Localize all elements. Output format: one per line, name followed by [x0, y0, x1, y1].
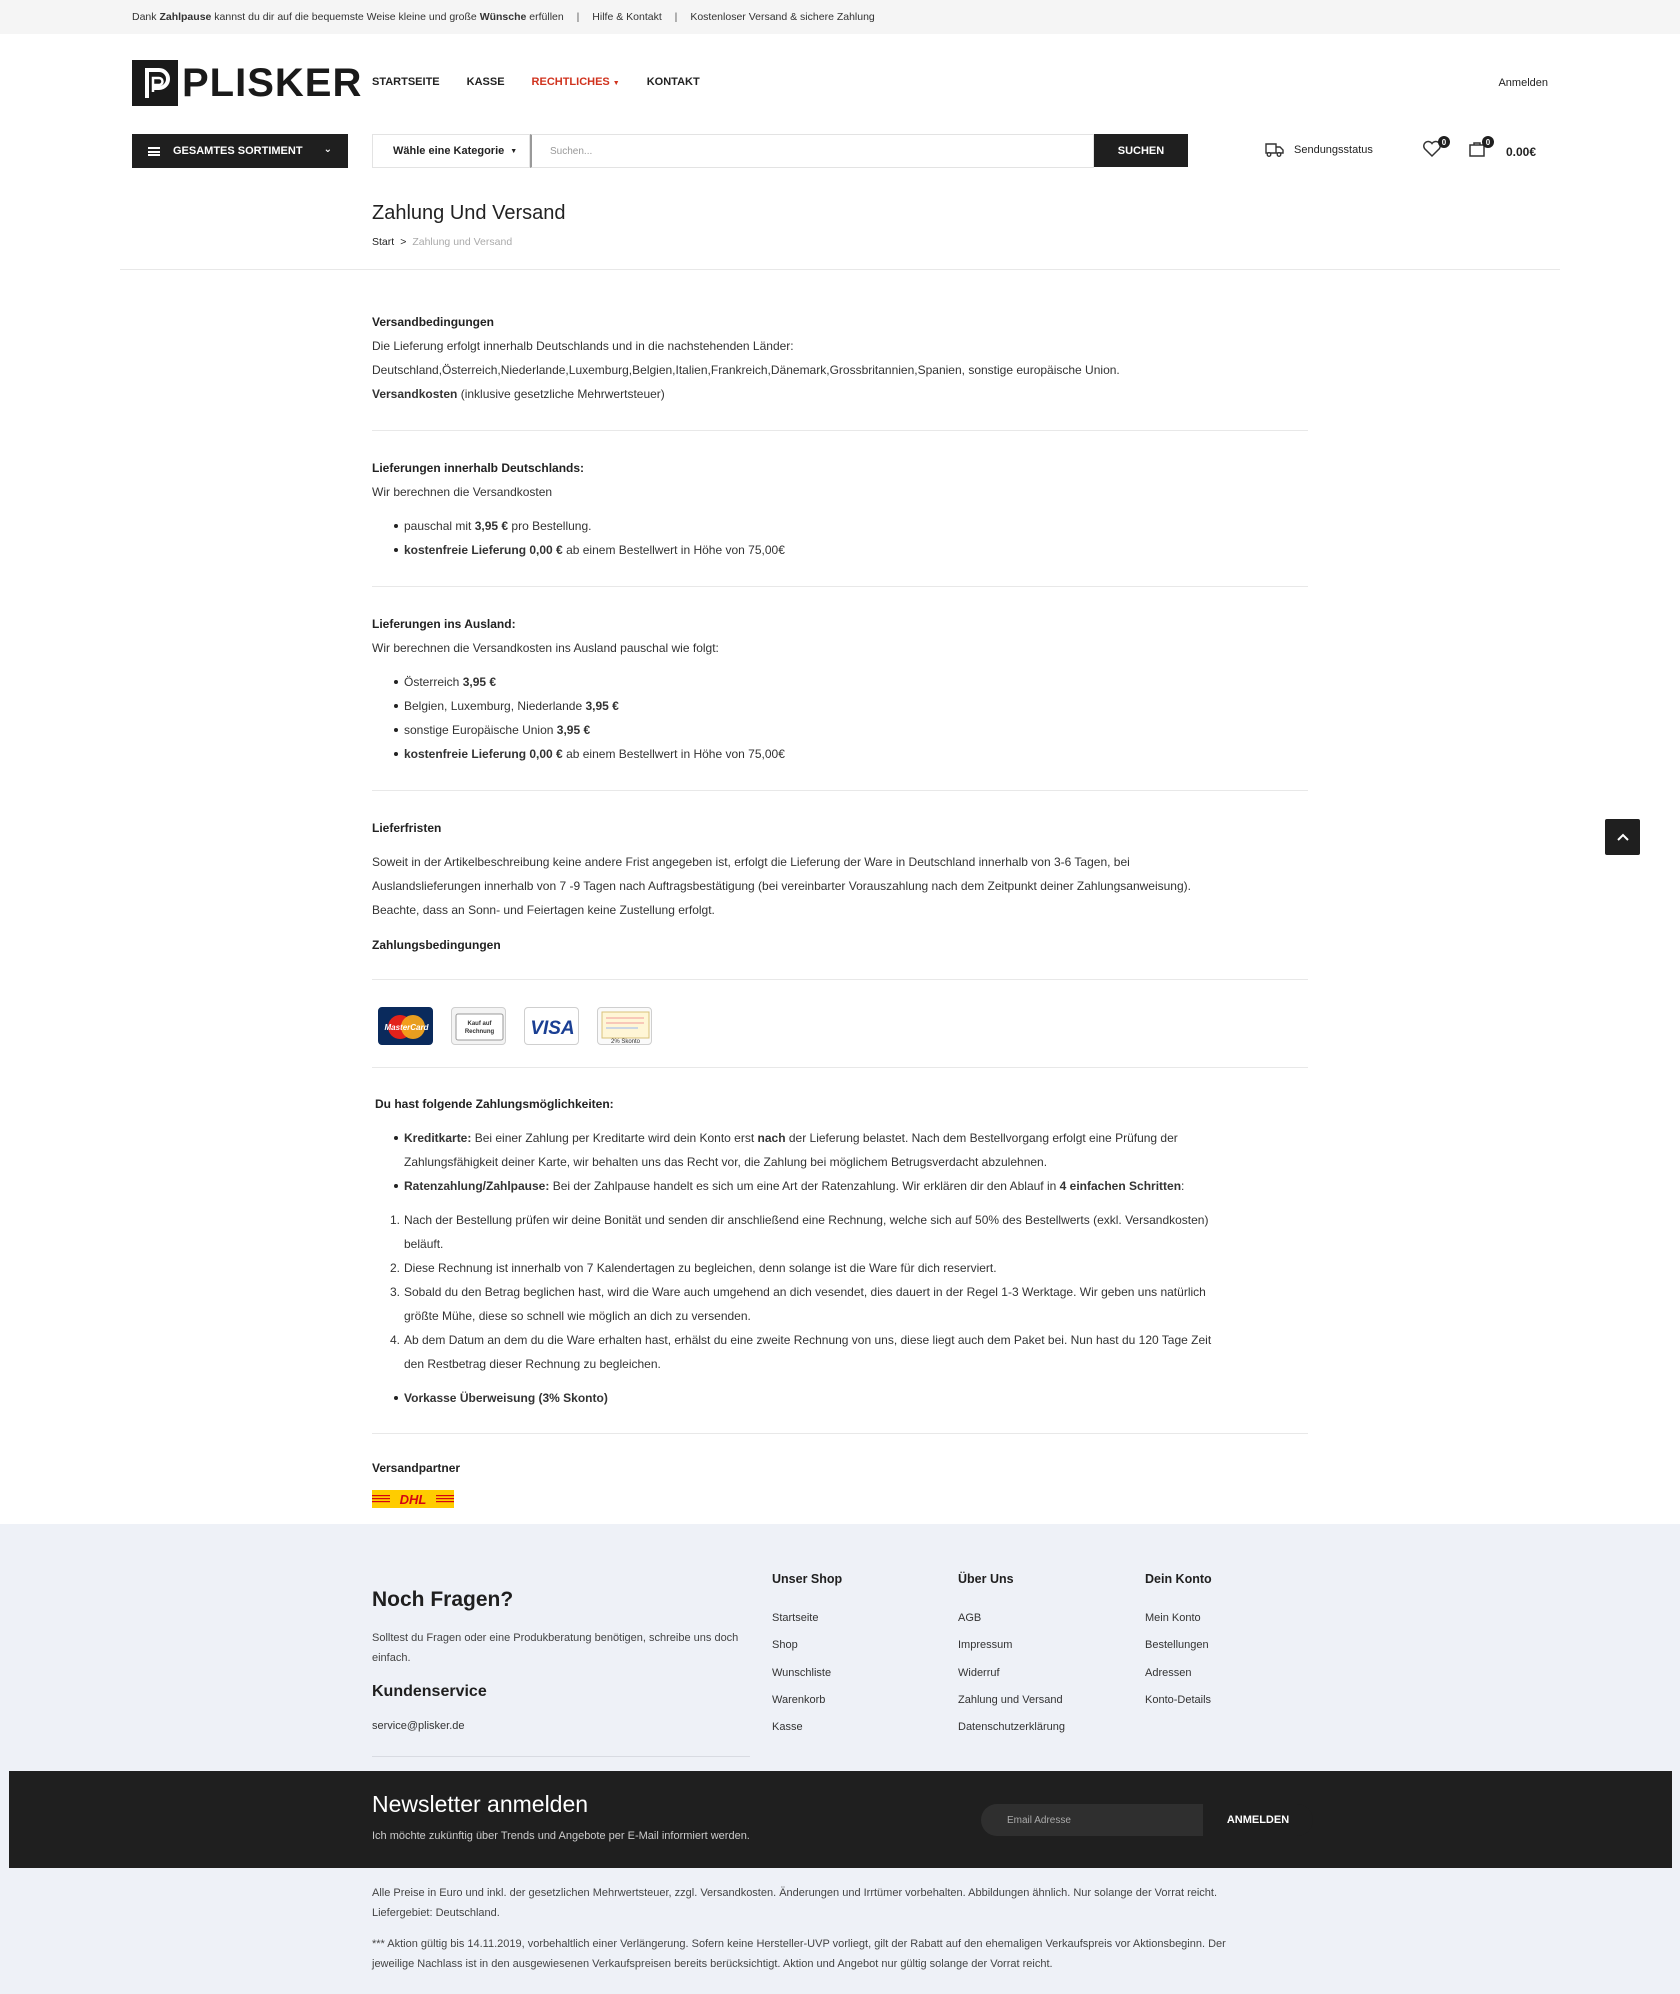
footer-link[interactable]: Widerruf [958, 1666, 1000, 1679]
section-heading: Lieferungen ins Ausland: [372, 617, 516, 631]
page-title: Zahlung Und Versand [372, 202, 566, 224]
svg-text:Rechnung: Rechnung [464, 1029, 495, 1035]
footer-link[interactable]: Impressum [958, 1639, 1013, 1652]
paragraph: Deutschland,Österreich,Niederlande,Luxemburg,Belgien,Italien,Frankreich,Dänemark,Grossbritannien,Spanien, sonstige europäische Union. [372, 363, 1120, 377]
paragraph: Beachte, dass an Sonn- und Feiertagen keine Zustellung erfolgt. [372, 903, 715, 917]
nav-startseite[interactable]: STARTSEITE [372, 76, 440, 88]
paragraph: Soweit in der Artikelbeschreibung keine andere Frist angegeben ist, erfolgt die Lieferung der Ware in Deutschland innerhalb von 3-6 Tagen, bei [372, 855, 1130, 869]
footer-col-about [958, 1572, 1065, 1741]
footer-col-title: Unser Shop [772, 1572, 843, 1586]
footer-link[interactable]: Startseite [772, 1612, 819, 1624]
svg-text:Kauf auf: Kauf auf [467, 1021, 492, 1027]
cart-button[interactable] [1468, 137, 1491, 163]
footer-link[interactable]: Zahlung und Versand [958, 1693, 1063, 1706]
footer-col-title: Über Uns [958, 1572, 1014, 1586]
category-select[interactable] [372, 134, 530, 168]
svg-text:VISA: VISA [530, 1018, 575, 1039]
paragraph: Die Lieferung erfolgt innerhalb Deutschlands und in die nachstehenden Länder: [372, 339, 794, 353]
footer-col-title: Dein Konto [1145, 1572, 1212, 1586]
prepayment-discount-icon [597, 1007, 652, 1045]
caret-down-icon: ▼ [612, 80, 620, 87]
footer-link[interactable]: Shop [772, 1639, 798, 1652]
newsletter-bar [9, 1771, 1672, 1868]
footer-link[interactable]: Kasse [772, 1721, 803, 1734]
footer-questions-text: Solltest du Fragen oder eine Produkberatung benötigen, schreibe uns doch einfach. [372, 1632, 739, 1664]
divider [372, 1067, 1308, 1068]
nav-rechtliches-label: RECHTLICHES [531, 76, 610, 88]
footer-link[interactable]: Wunschliste [772, 1666, 832, 1679]
footer-link[interactable]: Mein Konto [1145, 1612, 1201, 1624]
cart-total[interactable]: 0.00€ [1506, 145, 1537, 159]
cart-count: 0 [1482, 136, 1494, 148]
section-heading: Du hast folgende Zahlungsmöglichkeiten: [375, 1097, 614, 1111]
svg-text:DHL: DHL [399, 1492, 427, 1507]
legal-notice [372, 1883, 1292, 1923]
promo-text: Dank Zahlpause kannst du dir auf die bequemste Weise kleine und große Wünsche erfüllen [132, 11, 564, 23]
paragraph: Versandkosten (inklusive gesetzliche Mehrwertsteuer) [372, 387, 665, 401]
all-products-label: GESAMTES SORTIMENT [173, 145, 303, 157]
footer-col-account [1145, 1572, 1212, 1714]
list-item: 2. Diese Rechnung ist innerhalb von 7 Kalendertagen zu begleichen, denn solange ist die Ware für dich reserviert. [390, 1261, 997, 1275]
main-nav [372, 76, 727, 88]
list [372, 514, 1308, 562]
footer-link[interactable]: Adressen [1145, 1666, 1192, 1679]
logo-mark-icon [132, 60, 178, 106]
steps-list [372, 1208, 1308, 1376]
list-item: 3. Sobald du den Betrag beglichen hast, wird die Ware auch umgehend an dich vesendet, dies dauert in der Regel 1-3 Werktage. Wir geben uns natürlich größte Mühe, diese so schnell wie möglich an dich zu versenden. [390, 1285, 1206, 1323]
menu-icon [148, 147, 160, 156]
divider [372, 979, 1308, 980]
divider [372, 790, 1308, 791]
breadcrumb-current: Zahlung und Versand [412, 236, 513, 248]
paragraph: Auslandslieferungen innerhalb von 7 -9 Tagen nach Auftragsbestätigung (bei vereinbarter Vorauszahlung nach dem Zeitpunkt deiner Zahlungsanweisung). [372, 879, 1191, 893]
svg-text:MasterCard: MasterCard [384, 1023, 429, 1032]
footer-link[interactable]: Bestellungen [1145, 1639, 1209, 1652]
newsletter-email-input[interactable]: Email Adresse [981, 1804, 1211, 1836]
section-heading: Versandbedingungen [372, 315, 495, 329]
list-item: Ratenzahlung/Zahlpause: Bei der Zahlpause handelt es sich um eine Art der Ratenzahlung. Wir erklären dir den Ablauf in 4 einfachen Schritten: [372, 1174, 1308, 1198]
category-select-label: Wähle eine Kategorie [393, 145, 505, 157]
svg-text:2% Skonto: 2% Skonto [610, 1039, 641, 1045]
nav-rechtliches[interactable] [532, 76, 620, 88]
breadcrumb [372, 236, 512, 248]
legal-line: jeweilige Nachlass ist in den ausgewiesenen Verkaufspreisen bereits berücksichtigt. Aktion und Angebot nur gültig solange der Vorrat reicht. [372, 1958, 1053, 1970]
list-item: Kreditkarte: Bei einer Zahlung per Kreditarte wird dein Konto erst nach der Lieferung belastet. Nach dem Bestellvorgang erfolgt eine Prüfung der Zahlungsfähigkeit deiner Karte, wir behalten uns das Recht vor, die Zahlung bei möglichem Betrugsverdacht abzulehnen. [372, 1126, 1308, 1174]
shipping-info: Kostenloser Versand & sichere Zahlung [690, 11, 875, 23]
list-item: sonstige Europäische Union 3,95 € [372, 718, 1308, 742]
list [372, 1126, 1308, 1198]
login-link[interactable]: Anmelden [1498, 77, 1548, 89]
divider: | [576, 11, 580, 23]
footer-link[interactable]: Warenkorb [772, 1693, 826, 1706]
wishlist-count: 0 [1438, 136, 1450, 148]
tracking-label: Sendungsstatus [1294, 144, 1373, 156]
search-button[interactable]: SUCHEN [1094, 134, 1188, 167]
top-bar [0, 0, 1680, 34]
newsletter-subtitle: Ich möchte zukünftig über Trends und Angebote per E-Mail informiert werden. [372, 1830, 750, 1842]
divider [372, 430, 1308, 431]
chevron-up-icon [1616, 832, 1630, 842]
wishlist-button[interactable] [1422, 137, 1447, 163]
chevron-down-icon: ⌄ [323, 144, 332, 155]
invoice-icon [451, 1007, 506, 1045]
list-item: kostenfreie Lieferung 0,00 € ab einem Bestellwert in Höhe von 75,00€ [372, 742, 1308, 766]
section-heading: Versandpartner [372, 1461, 461, 1475]
list-item: Belgien, Luxemburg, Niederlande 3,95 € [372, 694, 1308, 718]
footer-link[interactable]: Konto-Details [1145, 1693, 1212, 1706]
help-contact-link[interactable]: Hilfe & Kontakt [592, 11, 662, 23]
tracking-link[interactable] [1264, 142, 1373, 158]
legal-line: Alle Preise in Euro und inkl. der gesetzlichen Mehrwertsteuer, zzgl. Versandkosten. Änderungen und Irrtümer vorbehalten. Abbildungen ähnlich. Nur solange der Vorrat reicht. [372, 1887, 1218, 1899]
legal-line: *** Aktion gültig bis 14.11.2019, vorbehaltlich einer Verlängerung. Sofern keine Hersteller-UVP vorliegt, gilt der Rabatt auf den ehemaligen Verkaufspreis vor Aktionsbeginn. Der [372, 1938, 1226, 1950]
divider [372, 1433, 1308, 1434]
promo-notice [372, 1934, 1292, 1974]
section-heading: Zahlungsbedingungen [372, 938, 501, 952]
search-input[interactable]: Suchen... [530, 134, 1094, 168]
legal-line: Liefergebiet: Deutschland. [372, 1907, 500, 1919]
service-email-link[interactable]: service@plisker.de [372, 1720, 465, 1732]
list [372, 670, 1308, 766]
caret-down-icon: ▼ [510, 147, 518, 155]
footer-link[interactable]: Datenschutzerklärung [958, 1721, 1066, 1734]
all-products-button[interactable] [132, 134, 348, 168]
nav-kontakt[interactable]: KONTAKT [646, 76, 700, 88]
footer-questions-title: Noch Fragen? [372, 1588, 514, 1611]
logo[interactable] [132, 60, 362, 106]
list-item: kostenfreie Lieferung 0,00 € ab einem Bestellwert in Höhe von 75,00€ [372, 538, 1308, 562]
paragraph: Wir berechnen die Versandkosten ins Ausland pauschal wie folgt: [372, 641, 719, 655]
payment-icons [378, 1005, 1308, 1045]
back-to-top-button[interactable] [1605, 819, 1640, 855]
list-item: 4. Ab dem Datum an dem du die Ware erhalten hast, erhälst du eine zweite Rechnung von uns, diese liegt auch dem Paket bei. Nun hast du 120 Tage Zeit den Restbetrag dieser Rechnung zu begleichen. [390, 1333, 1212, 1371]
divider [120, 269, 1560, 270]
paragraph: Wir berechnen die Versandkosten [372, 485, 553, 499]
visa-icon [524, 1007, 579, 1045]
section-heading: Lieferfristen [372, 821, 442, 835]
breadcrumb-home[interactable]: Start [372, 236, 395, 248]
logo-text: PLISKER [182, 61, 363, 105]
list [372, 1386, 1308, 1410]
mastercard-icon [378, 1007, 433, 1045]
list-item: Vorkasse Überweisung (3% Skonto) [372, 1386, 1308, 1410]
main-content [372, 310, 1308, 1508]
section-heading: Lieferungen innerhalb Deutschlands: [372, 461, 585, 475]
breadcrumb-separator-icon: > [400, 236, 407, 248]
nav-kasse[interactable]: KASSE [466, 76, 505, 88]
list-item: pauschal mit 3,95 € pro Bestellung. [372, 514, 1308, 538]
newsletter-title: Newsletter anmelden [372, 1791, 589, 1817]
list-item: 1. Nach der Bestellung prüfen wir deine Bonität und senden dir anschließend eine Rechnung, welche sich auf 50% des Bestellwerts (exkl. Versandkosten) beläuft. [390, 1213, 1209, 1251]
dhl-logo [372, 1490, 454, 1508]
footer-col-shop [772, 1572, 842, 1741]
divider: | [674, 11, 678, 23]
footer-link[interactable]: AGB [958, 1612, 982, 1624]
footer-service-title: Kundenservice [372, 1683, 487, 1700]
newsletter-subscribe-button[interactable]: ANMELDEN [1203, 1804, 1313, 1836]
truck-icon [1264, 142, 1284, 158]
list-item: Österreich 3,95 € [372, 670, 1308, 694]
divider [372, 1756, 750, 1757]
divider [372, 586, 1308, 587]
